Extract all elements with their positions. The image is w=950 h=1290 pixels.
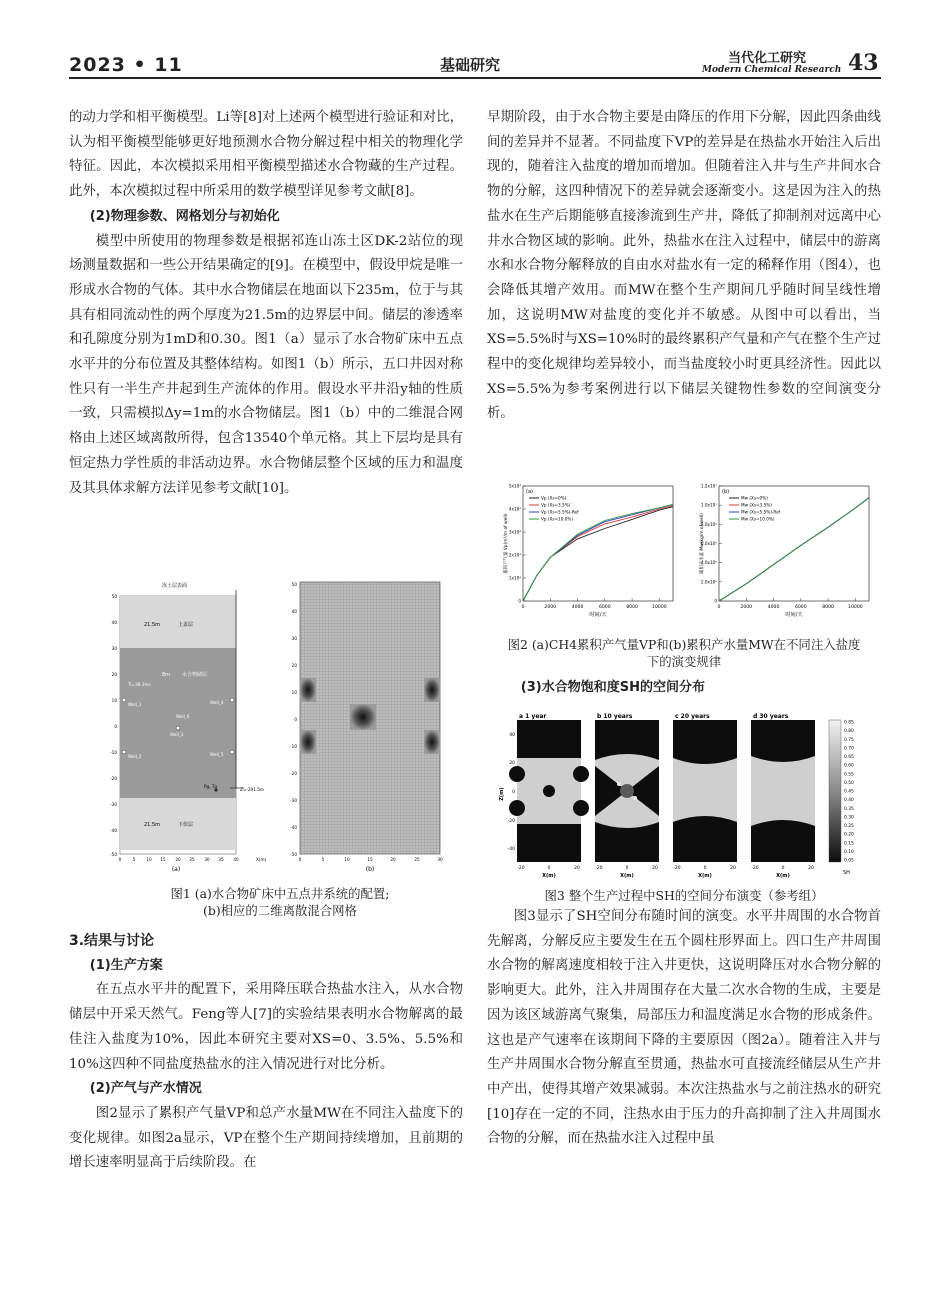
svg-text:20: 20	[291, 663, 297, 668]
svg-text:-40: -40	[290, 825, 297, 830]
figure-1-caption	[110, 885, 450, 919]
well-marker	[122, 698, 126, 702]
x-tick-label: 4000	[767, 605, 780, 610]
colorbar-tick-label: 0.25	[844, 824, 854, 830]
section-heading: 3.结果与讨论	[69, 933, 155, 949]
well-label: Well_3	[170, 732, 184, 737]
svg-text:X(m): X(m)	[776, 873, 790, 879]
svg-text:15: 15	[160, 857, 166, 862]
y-tick-label: 2x10⁴	[508, 552, 521, 558]
svg-text:-10: -10	[110, 750, 117, 755]
colorbar-tick-label: 0.05	[844, 858, 854, 864]
figure-2-caption-line: 下的演变规律	[646, 654, 722, 669]
x-tick-label: 6000	[794, 605, 807, 610]
x-tick-label: 2000	[740, 605, 753, 610]
svg-text:0: 0	[703, 866, 707, 871]
svg-text:-20: -20	[110, 776, 117, 781]
legend-label: Mw (Xs=0%)	[741, 495, 768, 501]
legend-label: Vp (Xs=10.0%)	[541, 516, 573, 522]
paragraph: 模型中所使用的物理参数是根据祁连山冻土区DK-2站位的现场测量数据和一些公开结果确定的[9]。在模型中，假设甲烷是唯一形成水合物的气体。其中水合物储层在地面以下235m，位于与其具有相同流动性的两个厚度为21.5m的边界层中间。储层的渗透率和孔隙度分别为1mD和0.30。图1（a）显示了水合物矿床中五点水平井的分布位置及其整体结构。如图1（b）所示，五口井因对称性只有一半生产井起到生产流体的作用。假设水平井沿y轴的性质一致，只需模拟Δy=1m的水合物储层。图1（b）中的二维混合网格由上述区域离散所得，包含13540个单元格。其上下层均是具有恒定热力学性质的非活动边界。水合物储层整个区域的压力和温度及其具体求解方法详见参考文献[10]。	[69, 233, 463, 496]
svg-text:0: 0	[512, 790, 515, 795]
colorbar-tick-label: 0.75	[844, 737, 854, 743]
svg-text:-50: -50	[290, 852, 297, 857]
y-tick-label: 8.0x10⁶	[700, 521, 717, 527]
right-column-top	[487, 106, 881, 427]
x-axis-unit: X(m)	[256, 857, 267, 862]
sh-panel-d	[751, 720, 815, 862]
x-tick-label: 10000	[848, 605, 863, 610]
section-heading: (3)水合物饱和度SH的空间分布	[520, 680, 705, 695]
svg-text:40: 40	[233, 857, 239, 862]
svg-text:50: 50	[111, 594, 117, 599]
colorbar-label: SH	[843, 870, 850, 876]
x-tick-label: 10000	[652, 605, 667, 610]
right-column-bottom	[487, 905, 881, 1152]
svg-text:20: 20	[652, 866, 658, 871]
x-tick-label: 8000	[626, 605, 638, 610]
section-heading: (2)物理参数、网格划分与初始化	[89, 208, 280, 224]
fig1b-xticks	[299, 857, 443, 862]
figure-1	[112, 578, 452, 877]
subfig-label-a: (a)	[171, 866, 181, 873]
svg-text:20: 20	[574, 866, 580, 871]
svg-text:-40: -40	[110, 828, 117, 833]
x-tick-label: 0	[521, 605, 525, 610]
svg-text:30: 30	[291, 636, 297, 641]
section-title: 基础研究	[440, 56, 501, 74]
svg-text:X(m): X(m)	[698, 873, 712, 879]
panel-label: (b)	[722, 489, 730, 495]
svg-text:30: 30	[437, 857, 443, 862]
colorbar-tick-label: 0.15	[844, 841, 854, 847]
overburden-label: 上盖层	[178, 622, 194, 628]
sh-panel-title: b 10 years	[597, 713, 633, 720]
svg-text:-20: -20	[290, 771, 297, 776]
well-label: Well_4	[210, 700, 224, 705]
x-tick-label: 0	[717, 605, 721, 610]
well-refinement	[300, 730, 316, 754]
y-tick-label: 6.0x10⁶	[700, 541, 717, 546]
underburden-label: 下伏层	[178, 822, 194, 828]
fig3-xticks	[517, 865, 814, 871]
sh-panel-c	[673, 720, 737, 862]
svg-text:10: 10	[146, 857, 152, 862]
well-refinement	[424, 678, 440, 702]
svg-text:-20: -20	[595, 866, 603, 871]
svg-text:20: 20	[390, 857, 396, 862]
figure-1-graphic	[112, 578, 452, 873]
y-tick-label: 4x10⁴	[508, 506, 521, 512]
fig1a-xticks	[119, 857, 239, 862]
paragraph: 的动力学和相平衡模型。Li等[8]对上述两个模型进行验证和对比，认为相平衡模型能够更好地预测水合物分解过程中相关的物理化学特征。因此，本次模拟采用相平衡模型描述水合物藏的生产过程。此外，本次模拟过程中所采用的数学模型详见参考文献[8]。	[69, 110, 463, 200]
svg-text:20: 20	[509, 761, 515, 766]
y-tick-label: 2.0x10⁶	[700, 579, 717, 585]
well-label: Well_2	[128, 754, 142, 759]
svg-text:30: 30	[204, 857, 210, 862]
svg-text:-10: -10	[290, 744, 297, 749]
svg-text:35: 35	[218, 857, 224, 862]
y-tick-label: 1.0x10⁷	[700, 502, 717, 508]
y-tick-label: 3x10⁴	[508, 529, 521, 535]
svg-text:0: 0	[781, 866, 785, 871]
well-refinement	[424, 730, 440, 754]
pg-label: Pg, Tg	[204, 784, 218, 789]
svg-text:10: 10	[291, 690, 297, 695]
legend-label: Mw (Xs=10.0%)	[741, 516, 775, 522]
well-label: Well_6	[176, 714, 190, 719]
svg-text:15: 15	[367, 857, 373, 862]
colorbar-tick-label: 0.60	[844, 763, 854, 769]
svg-text:0: 0	[547, 866, 551, 871]
sh-panel-a	[509, 720, 589, 862]
sh-heading-block	[487, 676, 881, 701]
header-rule	[69, 77, 881, 79]
fig1b-yticks	[290, 582, 297, 857]
sh-panel-b	[595, 720, 659, 862]
section-heading: (2)产气与产水情况	[89, 1081, 202, 1097]
sh-panel-title: c 20 years	[675, 713, 710, 720]
y-tick-label: 1.2x10⁷	[700, 483, 717, 489]
well-marker	[230, 698, 234, 702]
svg-text:20: 20	[730, 866, 736, 871]
svg-text:20: 20	[175, 857, 181, 862]
svg-text:10: 10	[344, 857, 350, 862]
journal-name-cn: 当代化工研究	[728, 51, 807, 66]
figure-3	[497, 710, 887, 886]
colorbar-tick-label: 0.85	[844, 720, 854, 726]
svg-text:20: 20	[808, 866, 814, 871]
legend-label: Vp (Xs=3.5%)	[541, 502, 571, 508]
subfig-label-b: (b)	[365, 866, 375, 873]
svg-text:40: 40	[111, 620, 117, 625]
panel-label: (a)	[526, 489, 533, 495]
journal-name-en: Modern Chemical Research	[702, 65, 842, 75]
colorbar-tick-label: 0.35	[844, 806, 854, 812]
legend-label: Mw (Xs=5.5%)-Ref	[741, 509, 781, 515]
sh-panel-title: d 30 years	[753, 713, 789, 720]
legend-label: Mw (Xs=3.5%)	[741, 502, 772, 508]
well-refinement	[300, 678, 316, 702]
colorbar-tick-label: 0.30	[844, 815, 854, 821]
svg-text:X(m): X(m)	[620, 873, 634, 879]
svg-text:-30: -30	[110, 802, 117, 807]
y-tick-label: 5x10⁴	[508, 483, 521, 489]
x-tick-label: 4000	[571, 605, 584, 610]
colorbar-tick-label: 0.65	[844, 755, 854, 761]
colorbar-tick-label: 0.55	[844, 772, 854, 778]
x-axis-label: 时间/天	[785, 612, 803, 618]
svg-text:-20: -20	[507, 819, 515, 824]
svg-text:X(m): X(m)	[542, 873, 556, 879]
svg-text:40: 40	[291, 609, 297, 614]
well-label: Well_1	[128, 702, 142, 707]
depth-label: Z=-291.5m	[240, 787, 264, 792]
issue-label: 2023 • 11	[69, 54, 183, 76]
colorbar	[829, 720, 841, 862]
colorbar-tick-label: 0.20	[844, 832, 854, 838]
figure-1-caption-line: 图1 (a)水合物矿床中五点井系统的配置;	[170, 886, 390, 901]
y-axis-label: 累积产气量 Vp(m³/m of well)	[504, 513, 509, 574]
figure-2	[497, 478, 887, 632]
ground-surface-label: 冻土层表面	[162, 583, 188, 589]
fig3-yticks	[508, 732, 515, 852]
svg-text:25: 25	[189, 857, 195, 862]
figure-3-caption	[487, 887, 881, 904]
legend-label: Vp (Xs=0%)	[541, 495, 567, 501]
legend-label: Vp (Xs=5.5%)-Ref	[541, 509, 579, 515]
reservoir-label: 水合物储层	[182, 672, 208, 678]
fig3-xlabels	[542, 873, 790, 879]
svg-text:-30: -30	[290, 798, 297, 803]
colorbar-tick-label: 0.70	[844, 746, 854, 752]
y-tick-label: 4.0x10⁶	[700, 560, 717, 566]
x-tick-label: 8000	[822, 605, 834, 610]
paragraph: 在五点水平井的配置下，采用降压联合热盐水注入，从水合物储层中开采天然气。Feng等人[7]的实验结果表明水合物解离的最佳注入盐度为10%，因此本研究主要对XS=0、3.5%、5.5%和10%这四种不同盐度热盐水的注入情况进行对比分析。	[69, 982, 463, 1072]
well-label: Well_5	[210, 752, 224, 757]
paragraph: 早期阶段，由于水合物主要是由降压的作用下分解，因此四条曲线间的差异并不显著。不同盐度下VP的差异是在热盐水开始注入后出现的，随着注入盐度的增加而增加。但随着注入井与生产井间水合物的分解，这四种情况下的差异就会逐渐变小。这是因为注入的热盐水在生产后期能够直接渗流到生产井，降低了抑制剂对远离中心井水合物区域的影响。此外，热盐水在注入过程中，储层中的游离水和水合物分解释放的自由水对盐水有一定的稀释作用（图4），也会降低其增产效用。而MW在整个生产期间几乎随时间呈线性增加，这说明MW对盐度的变化并不敏感。从图中可以看出，当XS=5.5%时与XS=10%时的最终累积产气量和产气在整个生产过程中的变化规律均差异较小，而当盐度较小时更具经济性。因此以XS=5.5%为参考案例进行以下储层关键物性参数的空间演变分析。	[487, 110, 881, 422]
colorbar-tick-label: 0.10	[844, 849, 854, 855]
svg-text:-50: -50	[110, 852, 117, 857]
x-tick-label: 6000	[598, 605, 611, 610]
reservoir-thickness: 8m	[162, 672, 171, 678]
svg-text:10: 10	[111, 698, 117, 703]
svg-text:-20: -20	[517, 866, 525, 871]
paragraph: 图3显示了SH空间分布随时间的演变。水平井周围的水合物首先解离，分解反应主要发生在五个圆柱形界面上。四口生产井周围水合物的解离速度相较于注入井更快，这说明降压对水合物分解的影响更大。此外，注入井周围存在大量二次水合物的生成，主要是因为该区域游离气聚集，局部压力和温度满足水合物的形成条件。这也是产气速率在该期间下降的主要原因（图2a）。随着注入井与生产井周围水合物分解直至贯通，热盐水可直接流经储层从生产井中产出，使得其增产效果减弱。本次注热盐水与之前注热水的研究[10]存在一定的不同，注热水由于压力的升高抑制了注入井周围水合物的分解，而在热盐水注入过程中虽	[487, 909, 881, 1147]
fig3-ylabel: Z(m)	[499, 787, 505, 801]
colorbar-tick-label: 0.45	[844, 789, 854, 795]
overburden-thickness: 21.5m	[144, 622, 161, 628]
figure-3-caption-line: 图3 整个生产过程中SH的空间分布演变（参考组）	[544, 888, 824, 903]
underburden-thickness: 21.5m	[144, 822, 161, 828]
svg-text:5: 5	[132, 857, 136, 862]
figure-3-graphic	[497, 710, 887, 882]
page-number: 43	[848, 50, 879, 76]
figure-2-caption-line: 图2 (a)CH4累积产气量VP和(b)累积产水量MW在不同注入盐度	[507, 637, 861, 652]
sh-panel-title: a 1 year	[519, 713, 547, 720]
svg-text:5: 5	[321, 857, 325, 862]
x-axis-label: 时间/天	[589, 612, 607, 618]
svg-text:0: 0	[625, 866, 629, 871]
svg-text:0: 0	[118, 857, 122, 862]
y-axis-label: 累积产水量 Mw(kg/m of well)	[700, 513, 705, 574]
well-marker	[122, 750, 126, 754]
figure-2-graphic	[497, 478, 887, 628]
inject-label: Ti=38.3ms	[128, 682, 151, 687]
svg-text:30: 30	[111, 646, 117, 651]
colorbar-tick-label: 0.80	[844, 729, 854, 735]
svg-text:-20: -20	[751, 866, 759, 871]
colorbar-tick-label: 0.50	[844, 780, 854, 786]
fig1a-yticks	[110, 594, 117, 857]
x-tick-label: 2000	[544, 605, 557, 610]
svg-text:40: 40	[509, 733, 515, 738]
paragraph: 图2显示了累积产气量VP和总产水量MW在不同注入盐度下的变化规律。如图2a显示，VP在整个生产期间持续增加，且前期的增长速率明显高于后续阶段。在	[69, 1105, 463, 1171]
svg-text:0: 0	[298, 857, 302, 862]
well-marker	[230, 750, 234, 754]
svg-text:-40: -40	[507, 847, 515, 852]
svg-text:50: 50	[291, 582, 297, 587]
y-tick-label: 0	[518, 598, 521, 604]
y-tick-label: 1x10⁴	[508, 575, 521, 581]
figure-2-caption	[487, 636, 881, 670]
section-heading: (1)生产方案	[89, 957, 163, 973]
colorbar-tick-label: 0.40	[844, 798, 854, 804]
y-tick-label: 0	[714, 598, 717, 604]
svg-text:25: 25	[414, 857, 420, 862]
well-refinement	[350, 704, 376, 730]
left-column-top	[69, 106, 463, 501]
svg-text:0: 0	[114, 724, 117, 729]
left-column-bottom	[69, 929, 463, 1176]
well-marker	[176, 726, 180, 730]
colorbar-ticks	[844, 720, 854, 864]
svg-text:-20: -20	[673, 866, 681, 871]
page-header	[0, 0, 950, 80]
svg-text:0: 0	[294, 717, 297, 722]
reservoir-layer	[120, 648, 236, 798]
svg-text:20: 20	[111, 672, 117, 677]
figure-1-caption-line: (b)相应的二维离散混合网格	[203, 903, 357, 918]
